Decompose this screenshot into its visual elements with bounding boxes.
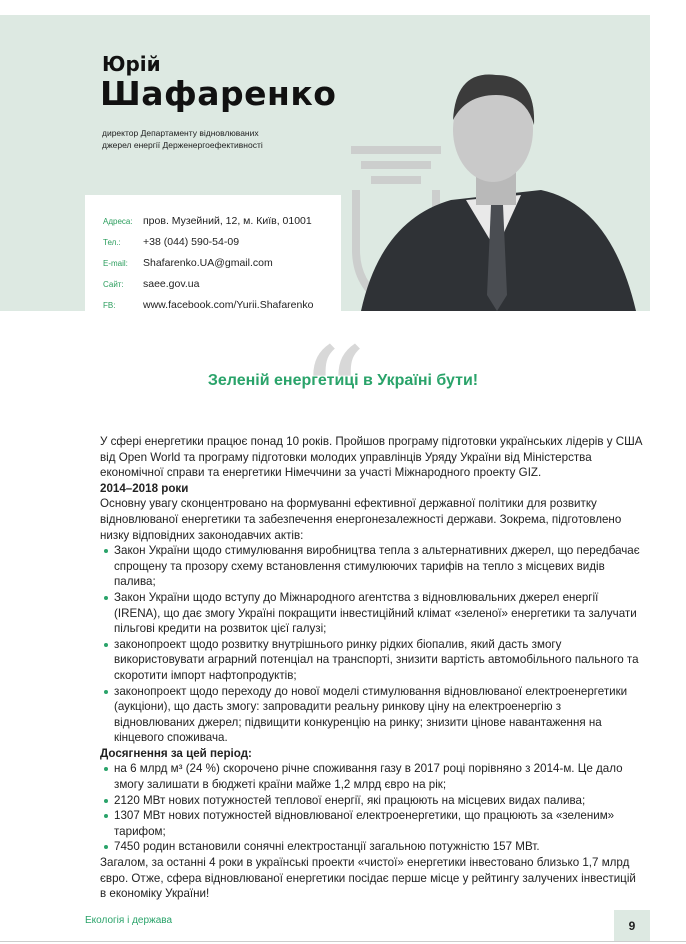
article-body <box>100 434 644 902</box>
list-item: на 6 млрд м³ (24 %) скорочено річне споживання газу в 2017 році порівняно з 2014-м. Це дало змогу залишати в бюджеті країни майже 1,2 млрд євро на рік; <box>100 761 644 792</box>
contact-value[interactable]: Shafarenko.UA@gmail.com <box>143 257 273 269</box>
portrait-photo <box>341 40 650 311</box>
contact-label: Сайт: <box>103 280 124 289</box>
footer-divider <box>0 941 686 942</box>
contact-facebook <box>103 299 313 311</box>
contact-value[interactable]: saee.gov.ua <box>143 278 200 290</box>
last-name: Шафаренко <box>100 74 337 113</box>
contact-value: +38 (044) 590-54-09 <box>143 236 240 248</box>
contact-card <box>85 195 341 311</box>
job-title <box>102 127 322 151</box>
contact-label: Тел.: <box>103 238 121 247</box>
list-item: законопроект щодо розвитку внутрішнього ринку рідких біопалив, який дасть змогу використовувати аграрний потенціал на транспорті, знизити вартість автомобільного пального та скоротити імпорт нафтопродуктів; <box>100 637 644 684</box>
list-item: Закон України щодо вступу до Міжнародного агентства з відновлювальних джерел енергії (IRENA), що дає змогу Україні покращити інвестиційний клімат «зеленої» енергетики та залучати пільгові кредити на розвиток цієї галузі; <box>100 590 644 637</box>
contact-phone <box>103 236 239 248</box>
list-item: законопроект щодо переходу до нової моделі стимулювання відновлюваної електроенергетики (аукціони), що дасть змогу: запровадити реальну ринкову ціну на електроенергію з відновлюваних джерел; підвищити конкуренцію на ринку; знизити цінове навантаження на кінцевого споживача. <box>100 684 644 746</box>
list-item: Закон України щодо стимулювання виробництва тепла з альтернативних джерел, що передбачає спрощену та прозору схему встановлення стимулюючих тарифів на тепло з місцевих видів палива; <box>100 543 644 590</box>
list-item: 2120 МВт нових потужностей теплової енергії, які працюють на місцевих видах палива; <box>100 793 644 809</box>
contact-label: Адреса: <box>103 217 133 226</box>
period-heading: 2014–2018 роки <box>100 481 189 495</box>
list-item: 1307 МВт нових потужностей відновлюваної електроенергетики, що працюють за «зеленим» тарифом; <box>100 808 644 839</box>
contact-value: пров. Музейний, 12, м. Київ, 01001 <box>143 215 312 227</box>
footer-section-name: Екологія і держава <box>85 915 173 926</box>
list-item: 7450 родин встановили сонячні електростанції загальною потужністю 157 МВт. <box>100 839 644 855</box>
conclusion-paragraph: Загалом, за останні 4 роки в українські проекти «чистої» енергетики інвестовано близько 1,7 млрд євро. Отже, сфера відновлюваної енергетики посідає перше місце у рейтингу залучених інвестицій в економіку України! <box>100 856 636 901</box>
contact-value[interactable]: www.facebook.com/Yurii.Shafarenko <box>143 299 314 311</box>
page-number: 9 <box>614 910 650 942</box>
period-paragraph: Основну увагу сконцентровано на формуванні ефективної державної політики для розвитку відновлюваної енергетики та забезпечення енергонезалежності держави. Зокрема, підготовлено низку відповідних законодавчих актів: <box>100 497 622 542</box>
acts-list <box>100 543 644 746</box>
intro-paragraph: У сфері енергетики працює понад 10 років. Пройшов програму підготовки українських лідерів у США від Open World та програму підготовки молодих управлінців Уряду України від Міністерства економічної справи та енергетики Німеччини за участі Міжнародного проекту GIZ. <box>100 435 643 480</box>
job-title-line: джерел енергії Держенергоефективності <box>102 140 263 150</box>
contact-website <box>103 278 199 290</box>
article-headline: Зеленій енергетиці в Україні бути! <box>207 372 479 389</box>
quote-mark-icon: “ <box>300 319 367 471</box>
contact-address <box>103 215 312 227</box>
first-name: Юрій <box>102 52 161 76</box>
achievements-list <box>100 761 644 855</box>
achievements-heading: Досягнення за цей період: <box>100 746 252 760</box>
contact-label: E-mail: <box>103 259 128 268</box>
job-title-line: директор Департаменту відновлюваних <box>102 128 259 138</box>
contact-email <box>103 257 273 269</box>
contact-label: FB: <box>103 301 116 310</box>
